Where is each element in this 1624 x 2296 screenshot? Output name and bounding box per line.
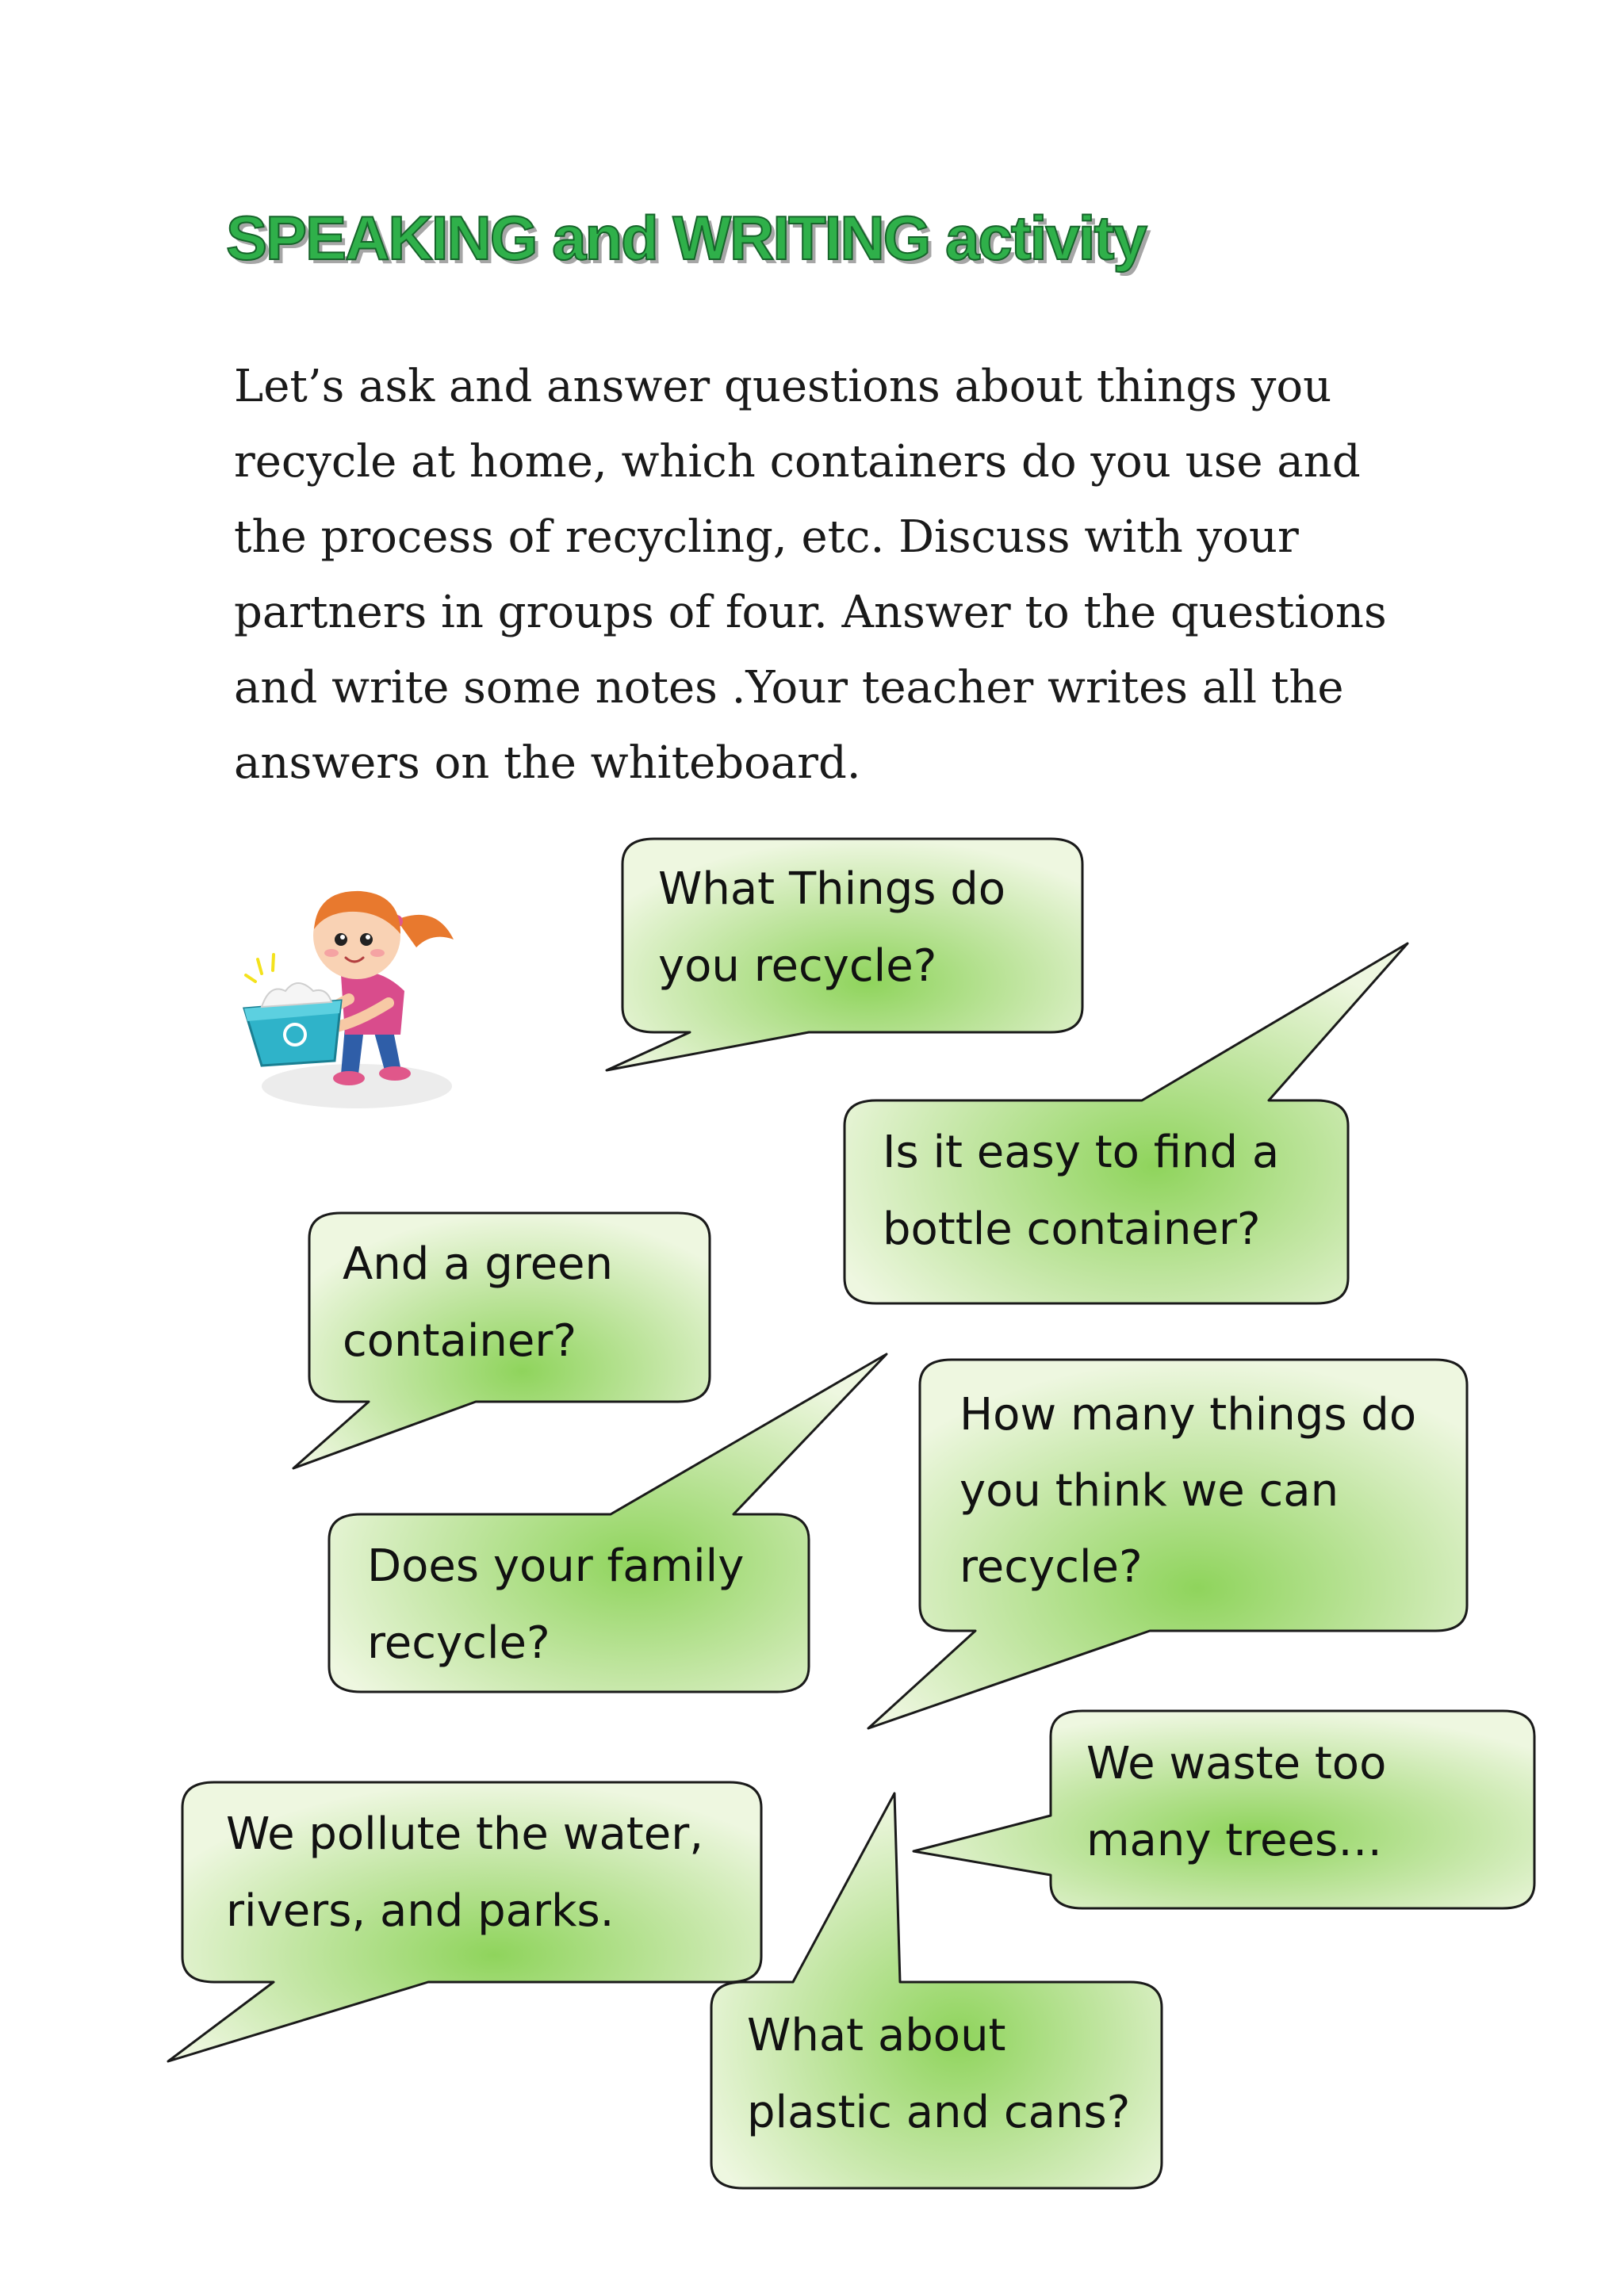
speech-bubble-trees [914,1711,1534,1908]
bubble-things-line2: you recycle? [658,940,937,992]
bubble-green-line1: And a green [343,1238,614,1290]
bubble-family-line2: recycle? [367,1617,550,1669]
speech-bubble-pollute [168,1782,761,2061]
speech-bubble-how-many [868,1360,1467,1728]
girl-with-recycling-bin-icon [238,872,476,1110]
bubble-trees-line2: many trees… [1086,1815,1383,1866]
bubble-plastic-line2: plastic and cans? [747,2087,1131,2138]
bubble-family-line1: Does your family [367,1540,745,1592]
bubble-green-line2: container? [343,1315,577,1367]
bubble-pollute-line1: We pollute the water, [226,1808,704,1860]
speech-bubble-things [607,839,1082,1070]
bubble-how-many-line2: you think we can [959,1465,1339,1517]
bubble-how-many-line3: recycle? [959,1541,1143,1593]
speech-bubble-green [293,1213,710,1468]
bubble-things-line1: What Things do [658,863,1006,915]
bubble-pollute-line2: rivers, and parks. [226,1885,615,1937]
bubble-trees-line1: We waste too [1086,1738,1387,1789]
bubble-bottle-line2: bottle container? [883,1203,1261,1255]
bubble-how-many-line1: How many things do [959,1389,1417,1441]
page-title: SPEAKING and WRITING activity [226,203,1146,273]
bubble-plastic-line1: What about [747,2010,1006,2061]
instructions-paragraph: Let’s ask and answer questions about things you recycle at home, which containers do you use and the process of recycling, etc. Discuss with your partners in groups of four. Answer to the questions and write some notes .Your teacher writes all the answers on the whiteboard. [234,361,1387,789]
bubble-bottle-line1: Is it easy to find a [883,1127,1280,1178]
